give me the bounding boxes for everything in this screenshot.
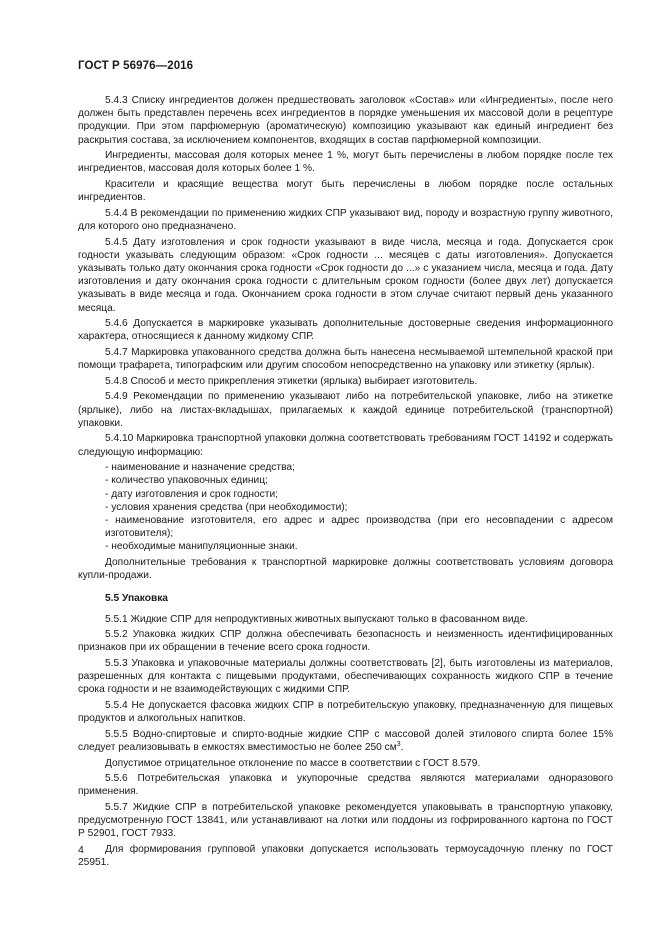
paragraph-5-4-5: 5.4.5 Дату изготовления и срок годности указывают в виде числа, месяца и года. Допускается срок годности указывать следующим образом: «Срок годности ... месяцев с даты изготовления». Допускается указывать только дату окончания срока годности «Срок годности до ...» с указанием числа, месяца и года. Дату изготовления и дату окончания срока годности с длительным сроком годности (более двух лет) допускается указывать в виде месяца и года. Окончанием срока годности в этом случае считают первый день указанного месяца. <box>78 236 613 314</box>
paragraph-5-4-10-additional: Дополнительные требования к транспортной маркировке должны соответствовать условиям договора купли-продажи. <box>78 557 613 582</box>
paragraph-5-5-5-period: . <box>400 742 404 753</box>
paragraph-5-4-8: 5.4.8 Способ и место прикрепления этикетки (ярлыка) выбирает изготовитель. <box>105 375 478 387</box>
paragraph-5-5-4: 5.5.4 Не допускается фасовка жидких СПР в потребительскую упаковку, предназначенную для пищевых продуктов и алкогольных напитков. <box>78 700 613 725</box>
paragraph-5-5-5 <box>78 728 613 754</box>
paragraph-5-4-3-dyes: Красители и красящие вещества могут быть перечислены в любом порядке после остальных ингредиентов. <box>78 179 613 204</box>
paragraph-5-5-7: 5.5.7 Жидкие СПР в потребительской упаковке рекомендуется упаковывать в транспортную упаковку, предусмотренную ГОСТ 13841, или устанавливают на лотки или поддоны из гофрированного картона по ГОСТ Р 52901, ГОСТ 7933. <box>78 801 613 840</box>
paragraph-5-4-6: 5.4.6 Допускается в маркировке указывать дополнительные достоверные сведения информационного характера, относящиеся к данному жидкому СПР. <box>78 318 613 343</box>
paragraph-5-4-3: 5.4.3 Списку ингредиентов должен предшествовать заголовок «Состав» или «Ингредиенты», после него должен быть представлен перечень всех ингредиентов в порядке уменьшения их массовой доли в рецептуре продукции. При этом парфюмерную (ароматическую) композицию указывают как единый ингредиент без раскрытия состава, за исключением компонентов, входящих в состав парфюмерной композиции. <box>78 95 613 146</box>
paragraph-5-4-9: 5.4.9 Рекомендации по применению указывают либо на потребительской упаковке, либо на этикетке (ярлыке), либо на листах-вкладышах, прилагаемых к каждой единице потребительской (транспортной) упаковки. <box>78 391 613 429</box>
paragraph-5-4-3-minor: Ингредиенты, массовая доля которых менее 1 %, могут быть перечислены в любом порядке после тех ингредиентов, массовая доля которых более 1 %. <box>78 150 613 175</box>
superscript-cubic: 3 <box>396 741 401 748</box>
paragraph-5-5-6: 5.5.6 Потребительская упаковка и укупорочные средства являются материалами одноразового применения. <box>78 773 613 798</box>
list-item-quantity: - количество упаковочных единиц; <box>105 475 268 487</box>
document-body <box>78 94 613 872</box>
list-item-date: - дату изготовления и срок годности; <box>105 488 278 500</box>
list-item-handling-marks: - необходимые манипуляционные знаки. <box>105 541 298 553</box>
list-item-name: - наименование и назначение средства; <box>105 462 295 474</box>
paragraph-5-5-7-group: Для формирования групповой упаковки допускается использовать термоусадочную пленку по ГОСТ 25951. <box>78 843 613 869</box>
paragraph-5-5-3: 5.5.3 Упаковка и упаковочные материалы должны соответствовать [2], быть изготовлены из материалов, разрешенных для контакта с пищевыми продуктами, обеспечивающих сохранность жидкого СПР в течение срока годности и не взаимодействующих с жидкими СПР. <box>78 658 613 696</box>
list-item-storage: - условия хранения средства (при необходимости); <box>105 501 348 513</box>
list-item-manufacturer: - наименование изготовителя, его адрес и адрес производства (при его несовпадении с адресом изготовителя); <box>105 515 613 540</box>
paragraph-5-4-4: 5.4.4 В рекомендации по применению жидких СПР указывают вид, породу и возрастную группу животного, для которого оно предназначено. <box>78 207 613 232</box>
paragraph-5-5-1: 5.5.1 Жидкие СПР для непродуктивных животных выпускают только в фасованном виде. <box>105 613 528 625</box>
paragraph-5-4-10: 5.4.10 Маркировка транспортной упаковки должна соответствовать требованиям ГОСТ 14192 и содержать следующую информацию: <box>78 433 613 458</box>
section-heading-5-5: 5.5 Упаковка <box>105 593 168 605</box>
paragraph-5-4-7: 5.4.7 Маркировка упакованного средства должна быть нанесена несмываемой штемпельной краской при помощи трафарета, типографским или другим способом непосредственно на упаковку или этикетку (ярлык). <box>78 347 613 372</box>
paragraph-5-5-2: 5.5.2 Упаковка жидких СПР должна обеспечивать безопасность и неизменность идентифицированных признаков при их обращении в течение всего срока годности. <box>78 629 613 654</box>
paragraph-5-5-5-text: 5.5.5 Водно-спиртовые и спирто-водные жидкие СПР с массовой долей этилового спирта более 15% следует реализовывать в емкостях вместимостью не более 250 см <box>78 728 613 753</box>
document-header: ГОСТ Р 56976—2016 <box>78 60 194 72</box>
page-number: 4 <box>78 844 84 856</box>
paragraph-5-5-5-tolerance: Допустимое отрицательное отклонение по массе в соответствии с ГОСТ 8.579. <box>105 757 481 769</box>
